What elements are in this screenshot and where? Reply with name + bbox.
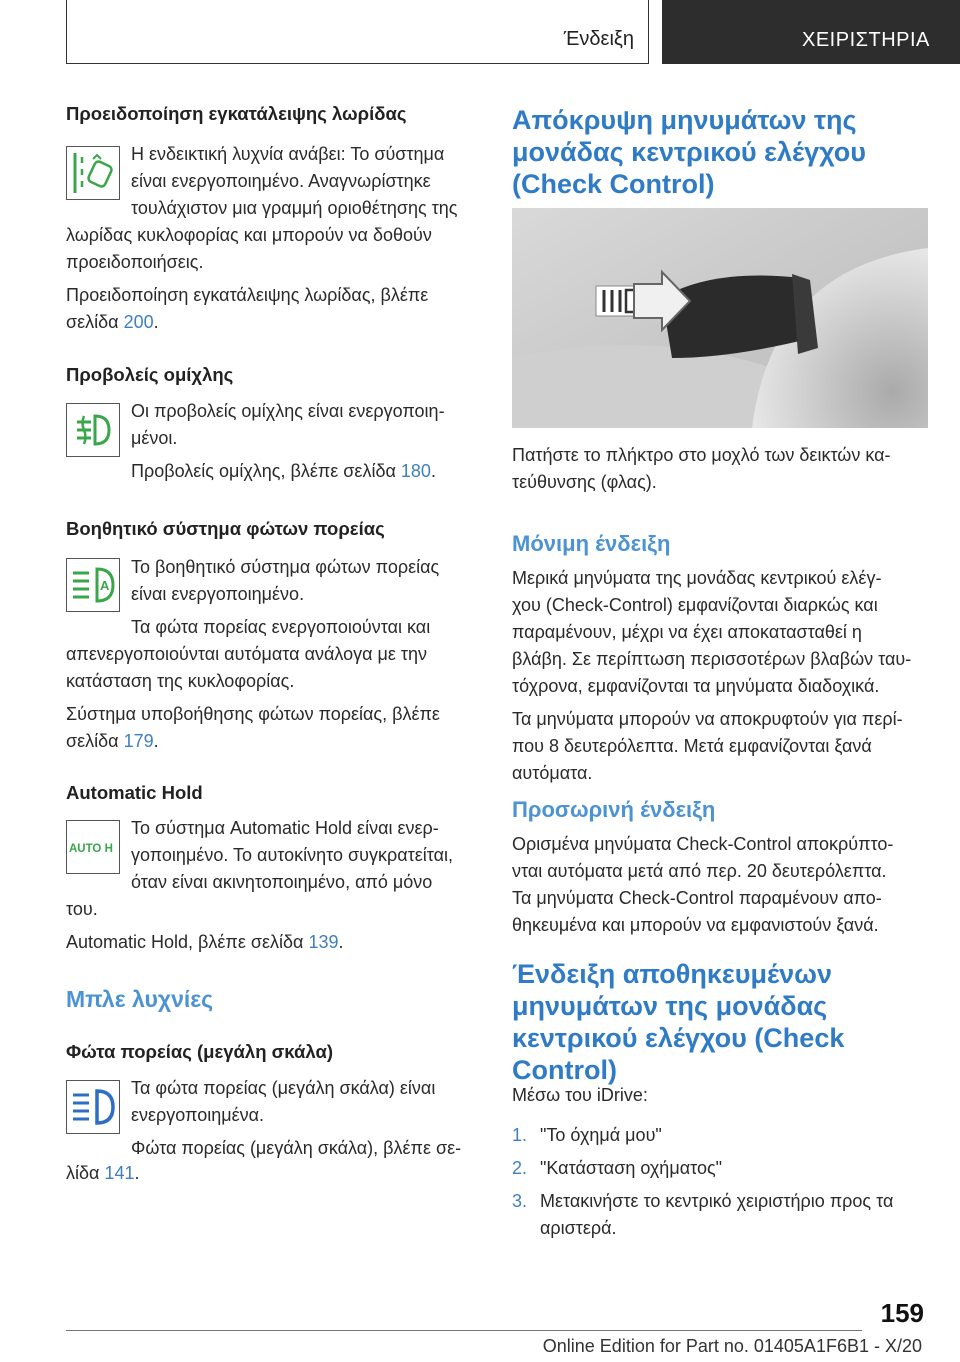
fog-text-line: Οι προβολείς ομίχλης είναι ενεργοποιη- — [131, 401, 445, 421]
assist-heading: Βοηθητικό σύστημα φώτων πορείας — [66, 518, 385, 539]
auto-hold-icon-text: AUTO H — [69, 843, 113, 855]
fog-ref: Προβολείς ομίχλης, βλέπε σελίδα — [131, 461, 396, 481]
lane-text-line: είναι ενεργοποιημένο. Αναγνωρίστηκε — [131, 171, 431, 191]
step-text: αριστερά. — [540, 1218, 617, 1238]
list-item — [512, 1155, 932, 1188]
autohold-heading: Automatic Hold — [66, 782, 203, 803]
assist-text-line: Το βοηθητικό σύστημα φώτων πορείας — [131, 557, 440, 577]
footer-edition: Online Edition for Part no. 01405A1F6B1 - X/20 — [542, 1336, 922, 1356]
photo-caption-line: Πατήστε το πλήκτρο στο μοχλό των δεικτών κα- — [512, 445, 891, 465]
step-text: Μετακινήστε το κεντρικό χειριστήριο προς τα — [540, 1191, 894, 1211]
high-beam-ref-line: Φώτα πορείας (μεγάλη σκάλα), βλέπε σε- — [131, 1138, 462, 1158]
autohold-text-line: του. — [66, 899, 98, 919]
autohold-text-line: όταν είναι ακινητοποιημένο, από μόνο — [131, 872, 433, 892]
assist-page-link[interactable]: 179 — [123, 731, 154, 751]
fog-page-link[interactable]: 180 — [400, 461, 431, 481]
lane-heading: Προειδοποίηση εγκατάλειψης λωρίδας — [66, 103, 407, 124]
lane-text-line: λωρίδας κυκλοφορίας και μπορούν να δοθούν — [66, 225, 432, 245]
footer-divider — [66, 1330, 862, 1331]
step-number: 1. — [512, 1125, 528, 1145]
step-text: "Κατάσταση οχήματος" — [540, 1158, 723, 1178]
left-column — [66, 102, 486, 126]
high-beam-icon — [66, 1080, 120, 1134]
step-text: "Το όχημά μου" — [540, 1125, 662, 1145]
check-control-title: Απόκρυψη μηνυμάτων της μονάδας κεντρικού ελέγχου (Check Control) — [512, 105, 866, 199]
lane-text-line: τουλάχιστον μια γραμμή οριοθέτησης της — [131, 198, 458, 218]
stored-messages-title: Ένδειξη αποθηκευμένων μηνυμάτων της μονάδας κεντρικού ελέγχου (Check Control) — [512, 959, 845, 1085]
lane-ref-prefix: σελίδα — [66, 312, 119, 332]
step-number: 2. — [512, 1158, 528, 1178]
step-number: 3. — [512, 1191, 528, 1211]
lane-page-link[interactable]: 200 — [123, 312, 154, 332]
lane-departure-icon — [66, 146, 120, 200]
svg-text:A: A — [100, 578, 110, 593]
page-number: 159 — [880, 1298, 924, 1328]
header-section-label: Ένδειξη — [563, 28, 634, 50]
autohold-page-link[interactable]: 139 — [308, 932, 339, 952]
high-beam-text-line: ενεργοποιημένα. — [131, 1105, 265, 1125]
steps-list — [512, 1122, 932, 1242]
permanent-text: Μερικά μηνύματα της μονάδας κεντρικού ελέγ- χου (Check-Control) εμφανίζονται διαρκώς και παραμένουν, μέχρι να έχει αποκατασταθεί η βλάβη. Σε περίπτωση περισσοτέρων βλαβών ταυ- τόχρονα, εμφανίζονται τα μηνύματα διαδοχικά. Τα μηνύματα μπορούν να αποκρυφτούν για περί- που 8 δευτερόλεπτα. Μετά εμφανίζονται ξανά αυτόματα. — [512, 568, 912, 783]
blue-lamps-title: Μπλε λυχνίες — [66, 986, 214, 1012]
header-section-tab — [66, 0, 649, 64]
stored-intro: Μέσω του iDrive: — [512, 1085, 648, 1105]
assist-text-line: Τα φώτα πορείας ενεργοποιούνται και — [131, 617, 431, 637]
autohold-text-line: Το σύστημα Automatic Hold είναι ενερ- — [131, 818, 439, 838]
high-beam-ref-prefix: λίδα — [66, 1163, 100, 1183]
lane-text-line: Η ενδεικτική λυχνία ανάβει: Το σύστημα — [131, 144, 445, 164]
fog-text-line: μένοι. — [131, 428, 178, 448]
lane-text-line: προειδοποιήσεις. — [66, 252, 204, 272]
autohold-ref: Automatic Hold, βλέπε σελίδα — [66, 932, 304, 952]
high-beam-page-link[interactable]: 141 — [104, 1163, 135, 1183]
high-beam-text-line: Τα φώτα πορείας (μεγάλη σκάλα) είναι — [131, 1078, 436, 1098]
fog-light-icon — [66, 403, 120, 457]
header-chapter-tab — [662, 0, 960, 64]
high-beam-heading: Φώτα πορείας (μεγάλη σκάλα) — [66, 1041, 333, 1062]
temporary-title: Προσωρινή ένδειξη — [512, 797, 716, 822]
header-chapter-label: ΧΕΙΡΙΣΤΗΡΙΑ — [802, 29, 930, 51]
list-item — [512, 1188, 932, 1242]
assist-text-line: απενεργοποιούνται αυτόματα ανάλογα με την — [66, 644, 428, 664]
turn-signal-lever-photo — [512, 208, 928, 428]
assist-ref-line: Σύστημα υποβοήθησης φώτων πορείας, βλέπε — [66, 704, 440, 724]
auto-hold-icon — [66, 820, 120, 874]
fog-heading: Προβολείς ομίχλης — [66, 364, 234, 385]
list-item — [512, 1122, 932, 1155]
photo-caption-line: τεύθυνσης (φλας). — [512, 472, 657, 492]
permanent-title: Μόνιμη ένδειξη — [512, 531, 671, 556]
assist-ref-prefix: σελίδα — [66, 731, 119, 751]
temporary-text: Ορισμένα μηνύματα Check-Control αποκρύπτο- νται αυτόματα μετά από περ. 20 δευτερόλεπτα. Τα μηνύματα Check-Control παραμένουν απο- θηκευμένα και μπορούν να εμφανιστούν ξανά. — [512, 834, 894, 935]
lane-ref-line: Προειδοποίηση εγκατάλειψης λωρίδας, βλέπε — [66, 285, 429, 305]
autohold-text-line: γοποιημένο. Το αυτοκίνητο συγκρατείται, — [131, 845, 454, 865]
high-beam-assist-icon — [66, 558, 120, 612]
assist-text-line: κατάσταση της κυκλοφορίας. — [66, 671, 295, 691]
assist-text-line: είναι ενεργοποιημένο. — [131, 584, 305, 604]
